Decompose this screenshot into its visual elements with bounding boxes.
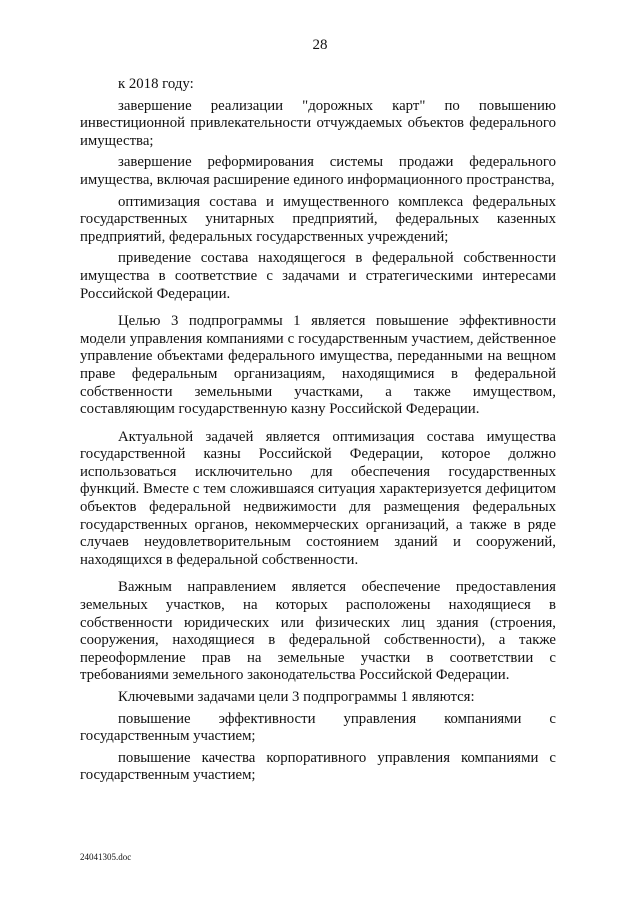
footer-file-name: 24041305.doc bbox=[80, 852, 132, 862]
paragraph-optimization: оптимизация состава и имущественного комплекса федеральных государственных унитарных предприятий, федеральных казенных предприятий, федеральных государственных учреждений; bbox=[80, 193, 556, 245]
paragraph-key-tasks: Ключевыми задачами цели 3 подпрограммы 1 являются: bbox=[118, 689, 475, 705]
paragraph-sales-reform: завершение реформирования системы продажи федерального имущества, включая расширение единого информационного пространства, bbox=[80, 154, 556, 188]
document-body bbox=[80, 76, 556, 785]
paragraph-roadmaps: завершение реализации "дорожных карт" по повышению инвестиционной привлекательности отчуждаемых объектов федерального имущества; bbox=[80, 97, 556, 149]
paragraph-task-efficiency: повышение эффективности управления компаниями с государственным участием; bbox=[80, 710, 556, 745]
paragraph-goal-3: Целью 3 подпрограммы 1 является повышение эффективности модели управления компаниями с государственным участием, действенное управление объектами федерального имущества, переданными на вещном праве федеральным организациям, находящимися в федеральной собственности земельными участками, а также имуществом, составляющим государственную казну Российской Федерации. bbox=[80, 313, 556, 418]
paragraph-land-plots: Важным направлением является обеспечение предоставления земельных участков, на которых расположены находящиеся в собственности юридических или физических лиц здания (строения, сооружения, находящиеся в федеральной собственности), а также переоформление прав на земельные участки в соответствии с требованиями земельного законодательства Российской Федерации. bbox=[80, 579, 556, 684]
page-number: 28 bbox=[312, 37, 328, 53]
paragraph-actual-task: Актуальной задачей является оптимизация состава имущества государственной казны Российской Федерации, которое должно использоваться исключительно для обеспечения государственных функций. Вместе с тем сложившаяся ситуация характеризуется дефицитом объектов федеральной недвижимости для размещения федеральных государственных органов, некоммерческих организаций, а также в ряде случаев неудовлетворительным состоянием зданий и сооружений, находящихся в федеральной собственности. bbox=[80, 428, 556, 568]
paragraph-intro: к 2018 году: bbox=[118, 76, 194, 92]
paragraph-task-governance: повышение качества корпоративного управления компаниями с государственным участием; bbox=[80, 749, 556, 784]
paragraph-alignment: приведение состава находящегося в федеральной собственности имущества в соответствие с задачами и стратегическими интересами Российской Федерации. bbox=[80, 250, 556, 302]
